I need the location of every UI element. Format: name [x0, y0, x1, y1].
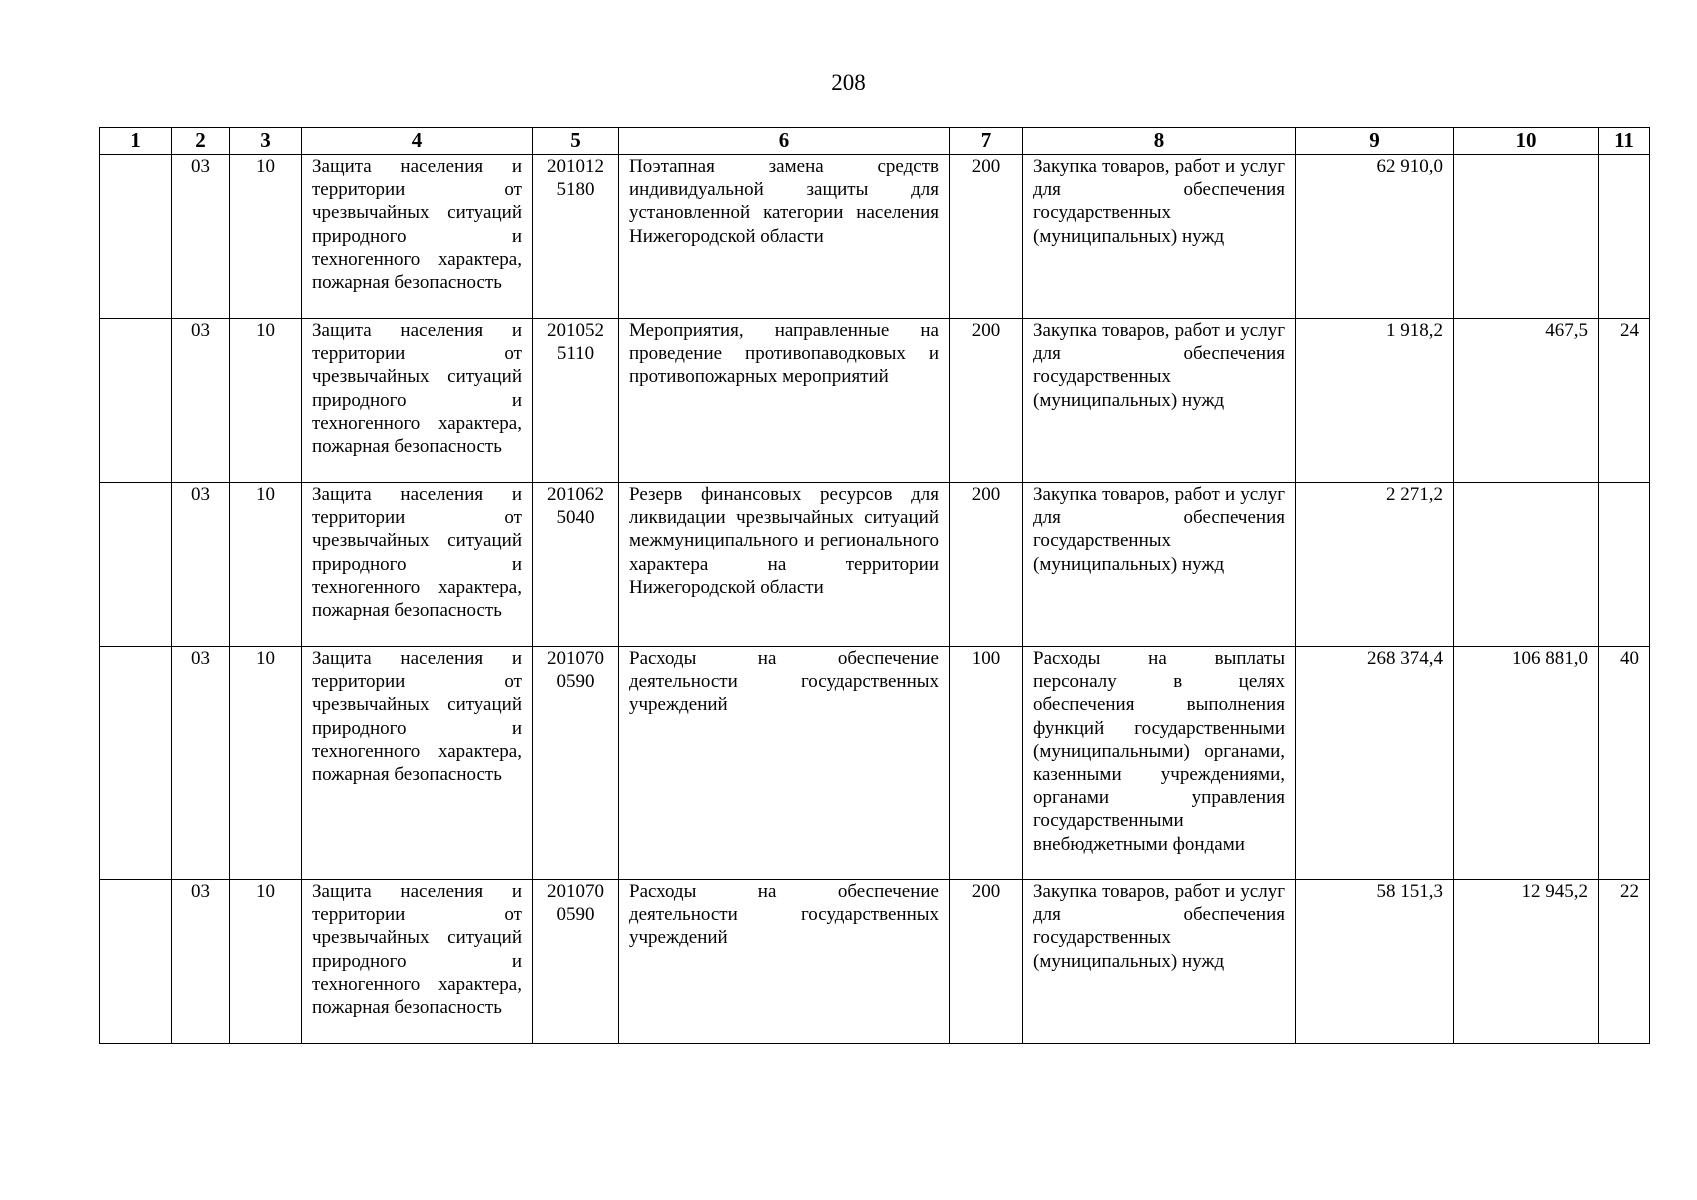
cell-col6: Расходы на обеспечение деятельности государственных учреждений [619, 647, 950, 880]
cell-col4: Защита населения и территории от чрезвычайных ситуаций природного и техногенного характера, пожарная безопасность [302, 880, 533, 1044]
cell-col8: Закупка товаров, работ и услуг для обеспечения государственных (муниципальных) нужд [1023, 880, 1296, 1044]
column-header-1: 1 [100, 128, 172, 155]
cell-col7: 200 [950, 319, 1023, 483]
cell-col8: Закупка товаров, работ и услуг для обеспечения государственных (муниципальных) нужд [1023, 483, 1296, 647]
cell-col9: 58 151,3 [1296, 880, 1454, 1044]
cell-col2: 03 [172, 319, 230, 483]
table-row [100, 483, 1650, 647]
cell-col10: 12 945,2 [1454, 880, 1599, 1044]
cell-col10 [1454, 483, 1599, 647]
cell-col5: 201070 0590 [533, 880, 619, 1044]
cell-col5: 201062 5040 [533, 483, 619, 647]
column-header-9: 9 [1296, 128, 1454, 155]
cell-col11: 24 [1599, 319, 1650, 483]
budget-table [99, 127, 1650, 1044]
cell-col5: 201012 5180 [533, 155, 619, 319]
cell-col10 [1454, 155, 1599, 319]
cell-col7: 200 [950, 155, 1023, 319]
cell-col4: Защита населения и территории от чрезвычайных ситуаций природного и техногенного характера, пожарная безопасность [302, 319, 533, 483]
column-header-10: 10 [1454, 128, 1599, 155]
table-row [100, 155, 1650, 319]
cell-col5: 201052 5110 [533, 319, 619, 483]
column-header-4: 4 [302, 128, 533, 155]
cell-col3: 10 [230, 880, 302, 1044]
table-header-row [100, 128, 1650, 155]
cell-col5: 201070 0590 [533, 647, 619, 880]
cell-col1 [100, 155, 172, 319]
cell-col3: 10 [230, 647, 302, 880]
cell-col9: 62 910,0 [1296, 155, 1454, 319]
cell-col2: 03 [172, 483, 230, 647]
column-header-3: 3 [230, 128, 302, 155]
column-header-5: 5 [533, 128, 619, 155]
cell-col3: 10 [230, 483, 302, 647]
column-header-7: 7 [950, 128, 1023, 155]
cell-col1 [100, 880, 172, 1044]
cell-col3: 10 [230, 155, 302, 319]
page-number: 208 [831, 70, 866, 95]
cell-col1 [100, 647, 172, 880]
cell-col7: 200 [950, 483, 1023, 647]
cell-col4: Защита населения и территории от чрезвычайных ситуаций природного и техногенного характера, пожарная безопасность [302, 155, 533, 319]
cell-col4: Защита населения и территории от чрезвычайных ситуаций природного и техногенного характера, пожарная безопасность [302, 647, 533, 880]
table-row [100, 319, 1650, 483]
cell-col7: 200 [950, 880, 1023, 1044]
cell-col10: 467,5 [1454, 319, 1599, 483]
cell-col3: 10 [230, 319, 302, 483]
cell-col11 [1599, 155, 1650, 319]
cell-col10: 106 881,0 [1454, 647, 1599, 880]
table-row [100, 880, 1650, 1044]
cell-col8: Расходы на выплаты персоналу в целях обеспечения выполнения функций государственными (муниципальными) органами, казенными учреждениями, органами управления государственными внебюджетными фондами [1023, 647, 1296, 880]
cell-col9: 1 918,2 [1296, 319, 1454, 483]
column-header-11: 11 [1599, 128, 1650, 155]
cell-col11: 40 [1599, 647, 1650, 880]
column-header-6: 6 [619, 128, 950, 155]
cell-col11: 22 [1599, 880, 1650, 1044]
cell-col2: 03 [172, 647, 230, 880]
cell-col9: 2 271,2 [1296, 483, 1454, 647]
column-header-8: 8 [1023, 128, 1296, 155]
cell-col7: 100 [950, 647, 1023, 880]
cell-col2: 03 [172, 880, 230, 1044]
cell-col11 [1599, 483, 1650, 647]
cell-col4: Защита населения и территории от чрезвычайных ситуаций природного и техногенного характера, пожарная безопасность [302, 483, 533, 647]
column-header-2: 2 [172, 128, 230, 155]
cell-col9: 268 374,4 [1296, 647, 1454, 880]
cell-col8: Закупка товаров, работ и услуг для обеспечения государственных (муниципальных) нужд [1023, 155, 1296, 319]
cell-col6: Поэтапная замена средств индивидуальной защиты для установленной категории населения Нижегородской области [619, 155, 950, 319]
cell-col1 [100, 319, 172, 483]
cell-col6: Мероприятия, направленные на проведение противопаводковых и противопожарных мероприятий [619, 319, 950, 483]
cell-col6: Расходы на обеспечение деятельности государственных учреждений [619, 880, 950, 1044]
table-row [100, 647, 1650, 880]
cell-col1 [100, 483, 172, 647]
cell-col8: Закупка товаров, работ и услуг для обеспечения государственных (муниципальных) нужд [1023, 319, 1296, 483]
cell-col6: Резерв финансовых ресурсов для ликвидации чрезвычайных ситуаций межмуниципального и регионального характера на территории Нижегородской области [619, 483, 950, 647]
cell-col2: 03 [172, 155, 230, 319]
